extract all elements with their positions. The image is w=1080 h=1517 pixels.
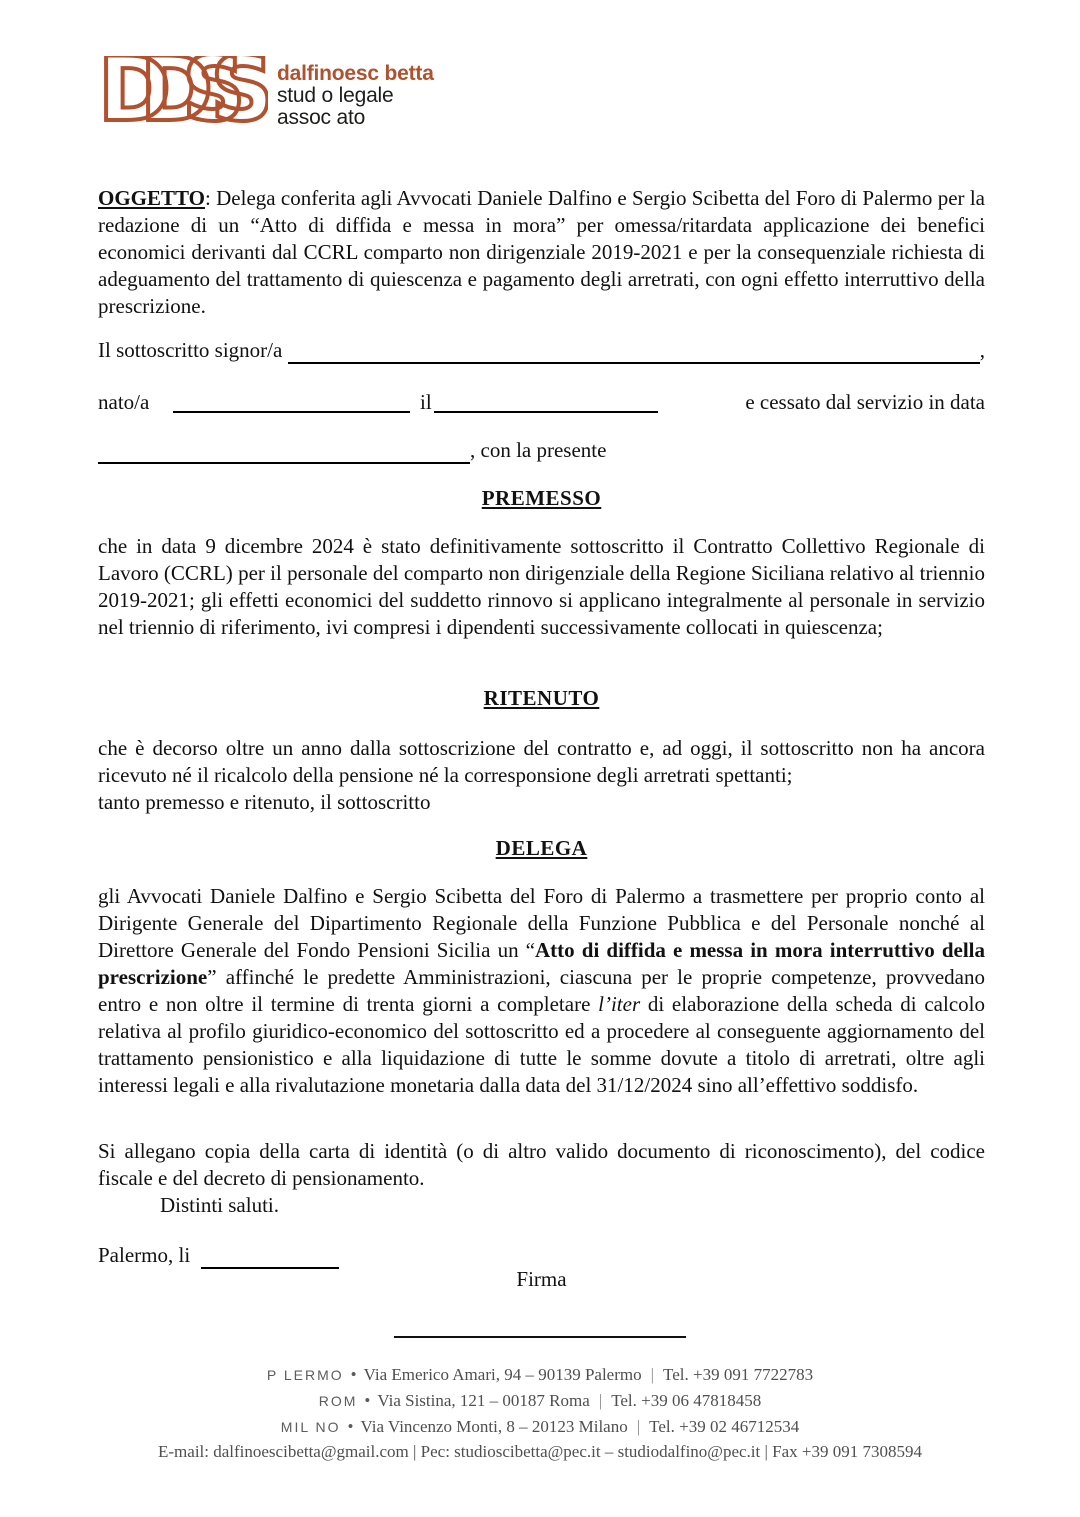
birthplace-blank [173, 389, 410, 413]
bullet-separator: • [347, 1417, 354, 1436]
delega-heading-row [98, 835, 985, 862]
signature-blank-line [394, 1336, 686, 1338]
office-phone-milano: Tel. +39 02 46712534 [649, 1417, 800, 1436]
premesso-heading-row [98, 485, 985, 512]
place-date-line [98, 1242, 985, 1269]
office-address-milano: Via Vincenzo Monti, 8 – 20123 Milano [360, 1417, 628, 1436]
office-address-roma: Via Sistina, 121 – 00187 Roma [377, 1391, 590, 1410]
oggetto-text: : Delega conferita agli Avvocati Daniele Dalfino e Sergio Scibetta del Foro di Palermo per la redazione di un “Atto di diffida e messa in mora” per omessa/ritardata applicazione dei benefici economici derivanti dal CCRL comparto non dirigenziale 2019-2021 e per la consequenziale richiesta di adeguamento del trattamento di quiescenza e pagamento degli arretrati, con ogni effetto interruttivo della prescrizione. [98, 186, 985, 318]
office-row-milano [0, 1414, 1080, 1440]
ritenuto-heading: RITENUTO [483, 686, 600, 710]
firm-subtitle-1: stud o legale [277, 84, 394, 107]
ritenuto-text: che è decorso oltre un anno dalla sottoscrizione del contratto e, ad oggi, il sottoscritto non ha ancora ricevuto né il ricalcolo della pensione né la corresponsione degli arretrati spettanti; [98, 736, 985, 787]
pipe-separator: | [650, 1365, 655, 1384]
office-row-palermo [0, 1362, 1080, 1388]
subscriber-name-line [98, 337, 985, 364]
delega-italic-text: l’iter [598, 992, 641, 1016]
salutation-text: Distinti saluti. [160, 1193, 280, 1217]
attachments-text: Si allegano copia della carta di identità (o di altro valido documento di riconoscimento), del codice fiscale e del decreto di pensionamento. [98, 1139, 985, 1190]
delega-text-1: gli Avvocati Daniele Dalfino e Sergio Scibetta del Foro di Palermo a trasmettere per proprio conto al Dirigente Generale del Dipartimento Regionale della Funzione Pubblica e del Personale nonché al Direttore Generale del Fondo Pensioni Sicilia un “ [98, 884, 985, 962]
firm-subtitle-2: assoc ato [277, 106, 366, 129]
birth-line [98, 389, 985, 416]
oggetto-paragraph [98, 185, 985, 320]
born-on-label: il [420, 390, 432, 414]
service-end-date-blank [98, 439, 470, 464]
delega-paragraph [98, 883, 985, 1099]
office-city-milano: MIL NO [280, 1419, 341, 1435]
contact-text: E-mail: dalfinoescibetta@gmail.com | Pec: studioscibetta@pec.it – studiodalfino@pec.it | Fax +39 091 7308594 [158, 1442, 922, 1461]
firm-logo [96, 56, 268, 133]
office-address-palermo: Via Emerico Amari, 94 – 90139 Palermo [363, 1365, 642, 1384]
attachments-paragraph [98, 1138, 985, 1192]
subscriber-name-label: Il sottoscritto signor/a [98, 338, 283, 362]
contact-row [0, 1440, 1080, 1464]
oggetto-label: OGGETTO [98, 186, 205, 210]
office-phone-roma: Tel. +39 06 47818458 [611, 1391, 762, 1410]
premesso-paragraph [98, 533, 985, 641]
ddss-monogram-icon [96, 56, 268, 128]
delega-text-3: di elaborazione della scheda di calcolo relativa al profilo giuridico-economico del sottoscritto ed a procedere al conseguente aggiornamento del trattamento pensionistico e alla liquidazione di tutte le somme dovute a titolo di arretrati, oltre agli interessi legali e alla rivalutazione monetaria dalla data del 31/12/2024 sino all’effettivo soddisfo. [98, 992, 985, 1097]
subscriber-name-blank [288, 339, 979, 364]
office-phone-palermo: Tel. +39 091 7722783 [663, 1365, 814, 1384]
ritenuto-text-2: tanto premesso e ritenuto, il sottoscritto [98, 790, 431, 814]
bullet-separator: • [350, 1365, 357, 1384]
subscriber-name-comma: , [979, 338, 985, 362]
premesso-heading: PREMESSO [481, 486, 602, 510]
service-end-date-line [98, 437, 985, 464]
con-la-presente-text: , con la presente [470, 438, 607, 462]
salutation-line [98, 1192, 985, 1219]
ritenuto-paragraph [98, 735, 985, 816]
place-date-label: Palermo, li [98, 1243, 191, 1267]
office-city-palermo: P LERMO [266, 1367, 344, 1383]
premesso-text: che in data 9 dicembre 2024 è stato definitivamente sottoscritto il Contratto Collettivo Regionale di Lavoro (CCRL) per il personale del comparto non dirigenziale della Regione Siciliana relativo al triennio 2019-2021; gli effetti economici del suddetto rinnovo si applicano integralmente al personale in servizio nel triennio di riferimento, ivi compresi i dipendenti successivamente collocati in quiescenza; [98, 534, 985, 639]
service-end-label: e cessato dal servizio in data [745, 390, 985, 414]
ritenuto-heading-row [98, 685, 985, 712]
birthdate-blank [434, 389, 658, 413]
signature-caption: Firma [516, 1267, 567, 1291]
ddss-monogram-text: DDSS [98, 56, 243, 128]
delega-text-2: ” affinché le predette Amministrazioni, ciascuna per le proprie competenze, provvedano entro e non oltre il termine di trenta giorni a completare [98, 965, 985, 1016]
office-row-roma [0, 1388, 1080, 1414]
born-label: nato/a [98, 390, 150, 414]
bullet-separator: • [364, 1391, 371, 1410]
firm-name-block [277, 63, 434, 129]
office-city-roma: ROM [318, 1393, 358, 1409]
delega-heading: DELEGA [495, 836, 588, 860]
pipe-separator: | [636, 1417, 641, 1436]
firm-name: dalfinoesc betta [277, 62, 434, 85]
pipe-separator: | [598, 1391, 603, 1410]
delega-bold-text: Atto di diffida e messa in mora interruttivo della prescrizione [98, 938, 985, 989]
signature-caption-row [98, 1266, 985, 1293]
